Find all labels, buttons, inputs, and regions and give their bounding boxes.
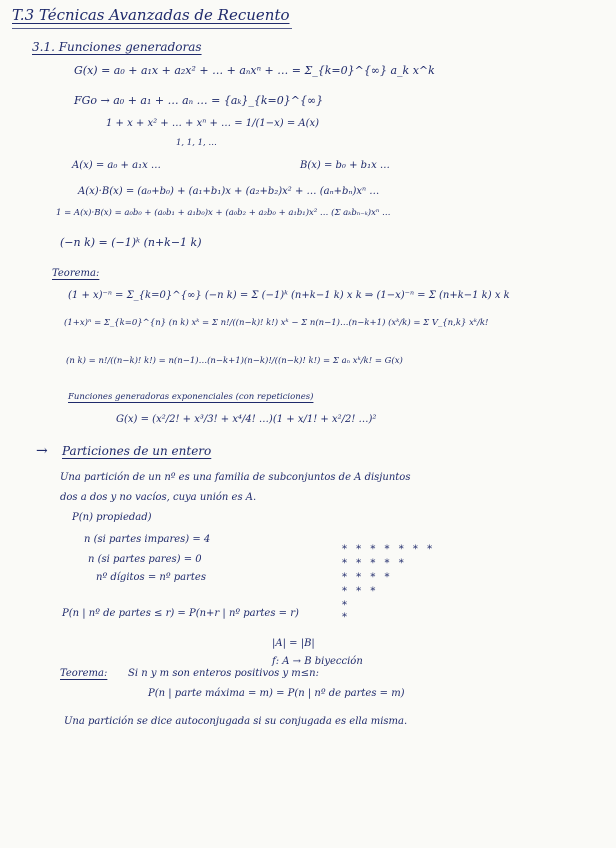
gen-line-6: 1 = A(x)·B(x) = a₀b₀ + (a₀b₁ + a₁b₀)x + (a₀b₂ + a₂b₀ + a₁b₁)x² … (Σ aₖbₙ₋ₖ)xⁿ … — [56, 208, 391, 218]
particiones-p5: P(n | nº de partes ≤ r) = P(n+r | nº partes = r) — [62, 608, 299, 619]
teorema-2-line-3: Una partición se dice autoconjugada si su conjugada es ella misma. — [64, 716, 408, 727]
ferrers-row-2: * * * * * — [342, 558, 407, 569]
gen-line-3: 1 + x + x² + … + xⁿ + … = 1/(1−x) = A(x) — [106, 118, 320, 129]
particiones-def-1: Una partición de un nº es una familia de subconjuntos de A disjuntos — [60, 472, 411, 483]
gen-line-5: A(x)·B(x) = (a₀+b₀) + (a₁+b₁)x + (a₂+b₂)x² + … (aₙ+bₙ)xⁿ … — [78, 186, 380, 197]
gen-line-4b: B(x) = b₀ + b₁x … — [300, 160, 390, 171]
gen-line-3b: 1, 1, 1, … — [176, 138, 217, 148]
section-heading: 3.1. Funciones generadoras — [32, 40, 202, 54]
gen-line-2: FGo → a₀ + a₁ + … aₙ … = {aₖ}_{k=0}^{∞} — [74, 94, 324, 107]
arrow-icon: → — [36, 443, 48, 459]
ferrers-row-4: * * * — [342, 586, 379, 597]
particiones-p4: nº dígitos = nº partes — [96, 572, 206, 583]
teorema-2-line-2: P(n | parte máxima = m) = P(n | nº de partes = m) — [148, 688, 405, 699]
particiones-p6: |A| = |B| — [272, 638, 315, 649]
teorema-1-line-4: Funciones generadoras exponenciales (con repeticiones) — [68, 392, 314, 402]
ferrers-row-5: * — [342, 600, 350, 611]
page-title: T.3 Técnicas Avanzadas de Recuento — [12, 6, 290, 24]
ferrers-row-3: * * * * — [342, 572, 393, 583]
particiones-p3: n (si partes pares) = 0 — [88, 554, 202, 565]
particiones-p1: P(n) propiedad) — [72, 512, 152, 523]
teorema-2-line-1: Si n y m son enteros positivos y m≤n: — [128, 668, 319, 679]
teorema-1-label: Teorema: — [52, 268, 100, 279]
particiones-p7: f: A → B biyección — [272, 656, 363, 667]
teorema-1-line-1: (1 + x)⁻ⁿ = Σ_{k=0}^{∞} (−n k) = Σ (−1)ᵏ (n+k−1 k) x k ⇒ (1−x)⁻ⁿ = Σ (n+k−1 k) x k — [68, 290, 510, 301]
teorema-1-line-5: G(x) = (x²/2! + x³/3! + x⁴/4! …)(1 + x/1! + x²/2! …)² — [116, 414, 377, 425]
ferrers-row-6: * — [342, 612, 350, 623]
gen-line-4a: A(x) = a₀ + a₁x … — [72, 160, 161, 171]
particiones-heading: Particiones de un entero — [62, 444, 212, 458]
gen-line-7: (−n k) = (−1)ᵏ (n+k−1 k) — [60, 236, 202, 249]
particiones-def-2: dos a dos y no vacíos, cuya unión es A. — [60, 492, 257, 503]
teorema-1-line-3: (n k) = n!/((n−k)! k!) = n(n−1)…(n−k+1)(n−k)!/((n−k)! k!) = Σ aₙ xᵏ/k! = G(x) — [66, 356, 403, 366]
title-underline — [12, 28, 292, 29]
ferrers-row-1: * * * * * * * — [342, 544, 436, 555]
teorema-1-line-2: (1+x)ⁿ = Σ_{k=0}^{n} (n k) xᵏ = Σ n!/((n−k)! k!) xᵏ − Σ n(n−1)…(n−k+1) (xᵏ/k) = Σ V_{n,k} xᵏ/k! — [64, 318, 489, 328]
gen-line-1: G(x) = a₀ + a₁x + a₂x² + … + aₙxⁿ + … = Σ_{k=0}^{∞} a_k x^k — [74, 64, 435, 77]
particiones-p2: n (si partes impares) = 4 — [84, 534, 211, 545]
teorema-2-label: Teorema: — [60, 668, 108, 679]
